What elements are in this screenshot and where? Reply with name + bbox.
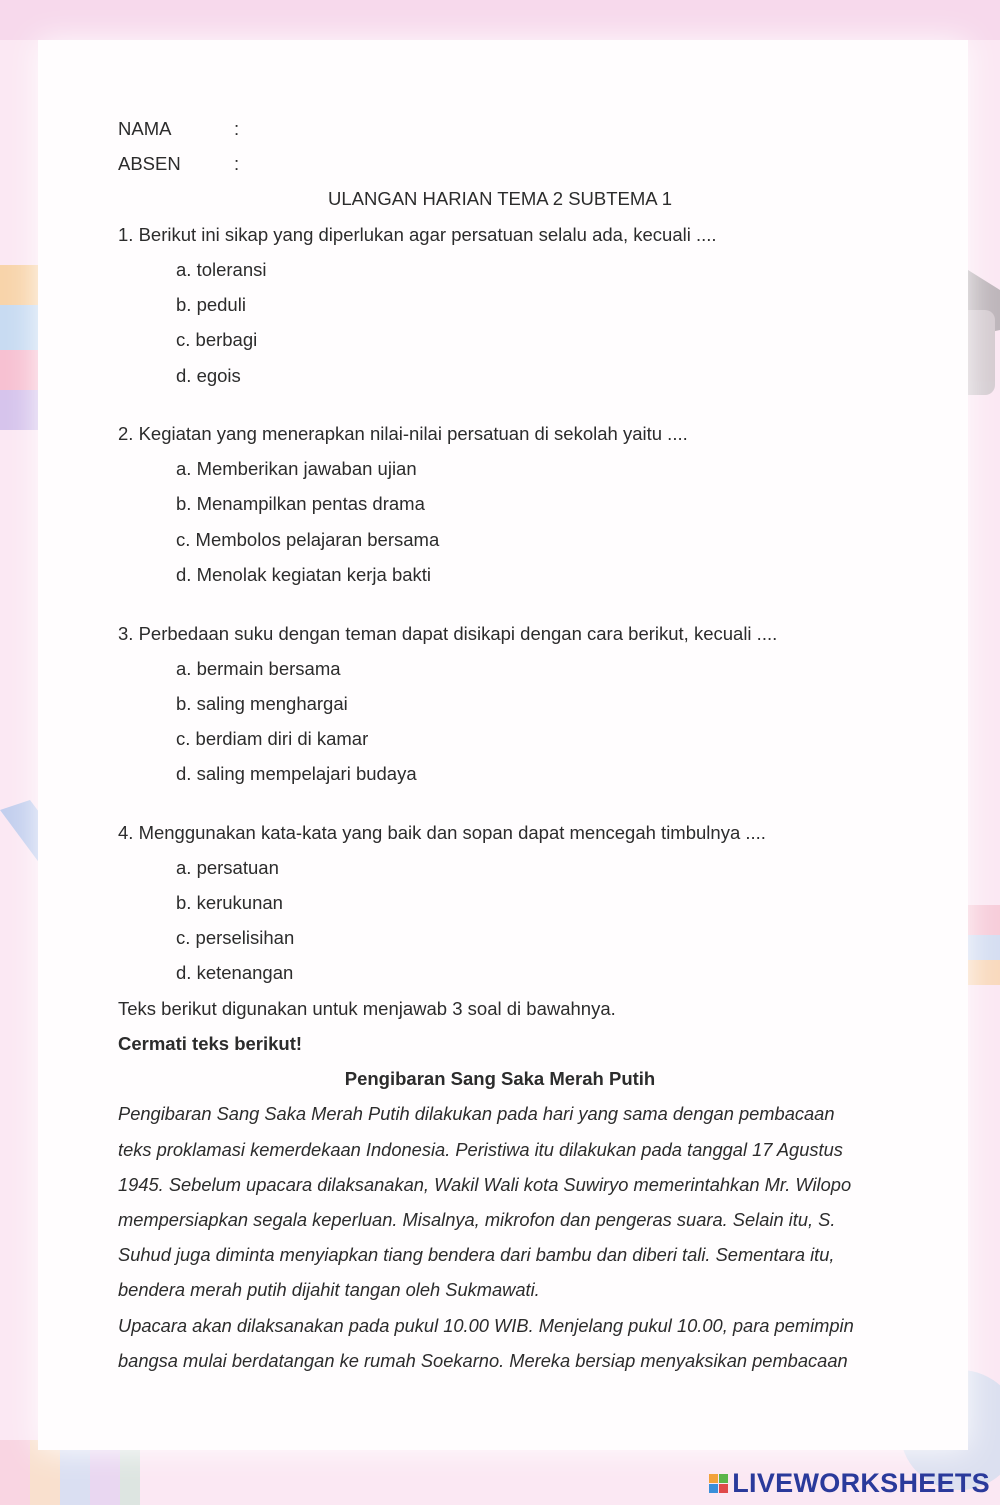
question-4: 4. Menggunakan kata-kata yang baik dan sopan dapat mencegah timbulnya .... xyxy=(118,822,766,843)
question-2-option-d: d. Menolak kegiatan kerja bakti xyxy=(176,564,432,585)
question-3-option-b: b. saling menghargai xyxy=(176,693,348,714)
passage-line: mempersiapkan segala keperluan. Misalnya, mikrofon dan pengeras suara. Selain itu, S. xyxy=(118,1209,836,1230)
passage-line: bendera merah putih dijahit tangan oleh Sukmawati. xyxy=(118,1279,540,1300)
brand-name: LIVEWORKSHEETS xyxy=(732,1468,990,1498)
question-2-option-c: c. Membolos pelajaran bersama xyxy=(176,529,440,550)
question-1-option-c: c. berbagi xyxy=(176,329,258,350)
question-4-option-c: c. perselisihan xyxy=(176,927,295,948)
question-4-option-d: d. ketenangan xyxy=(176,962,294,983)
name-colon: : xyxy=(234,118,240,139)
question-1-option-b: b. peduli xyxy=(176,294,246,315)
question-2: 2. Kegiatan yang menerapkan nilai-nilai persatuan di sekolah yaitu .... xyxy=(118,423,688,444)
passage-title: Pengibaran Sang Saka Merah Putih xyxy=(344,1068,656,1089)
question-2-option-a: a. Memberikan jawaban ujian xyxy=(176,458,417,479)
passage-line: Suhud juga diminta menyiapkan tiang bendera dari bambu dan diberi tali. Sementara itu, xyxy=(118,1244,835,1265)
passage-instruction: Cermati teks berikut! xyxy=(118,1033,303,1054)
absen-label: ABSEN xyxy=(118,153,181,174)
passage-intro: Teks berikut digunakan untuk menjawab 3 soal di bawahnya. xyxy=(118,998,616,1019)
question-4-option-a: a. persatuan xyxy=(176,857,279,878)
question-3-option-c: c. berdiam diri di kamar xyxy=(176,728,369,749)
passage-line: bangsa mulai berdatangan ke rumah Soekarno. Mereka bersiap menyaksikan pembacaan xyxy=(118,1350,848,1371)
question-1-option-a: a. toleransi xyxy=(176,259,267,280)
question-3-option-a: a. bermain bersama xyxy=(176,658,341,679)
question-2-option-b: b. Menampilkan pentas drama xyxy=(176,493,425,514)
passage-line: 1945. Sebelum upacara dilaksanakan, Wakil Wali kota Suwiryo memerintahkan Mr. Wilopo xyxy=(118,1174,852,1195)
liveworksheets-brand[interactable] xyxy=(709,1468,990,1499)
question-3-option-d: d. saling mempelajari budaya xyxy=(176,763,417,784)
question-1: 1. Berikut ini sikap yang diperlukan agar persatuan selalu ada, kecuali .... xyxy=(118,224,717,245)
question-3: 3. Perbedaan suku dengan teman dapat disikapi dengan cara berikut, kecuali .... xyxy=(118,623,778,644)
passage-line: Upacara akan dilaksanakan pada pukul 10.00 WIB. Menjelang pukul 10.00, para pemimpin xyxy=(118,1315,854,1336)
page-title: ULANGAN HARIAN TEMA 2 SUBTEMA 1 xyxy=(327,188,673,209)
question-4-option-b: b. kerukunan xyxy=(176,892,283,913)
liveworksheets-logo-icon xyxy=(709,1474,728,1493)
question-1-option-d: d. egois xyxy=(176,365,241,386)
passage-line: teks proklamasi kemerdekaan Indonesia. Peristiwa itu dilakukan pada tanggal 17 Agustus xyxy=(118,1139,843,1160)
passage-line: Pengibaran Sang Saka Merah Putih dilakukan pada hari yang sama dengan pembacaan xyxy=(118,1103,835,1124)
absen-colon: : xyxy=(234,153,240,174)
name-label: NAMA xyxy=(118,118,172,139)
